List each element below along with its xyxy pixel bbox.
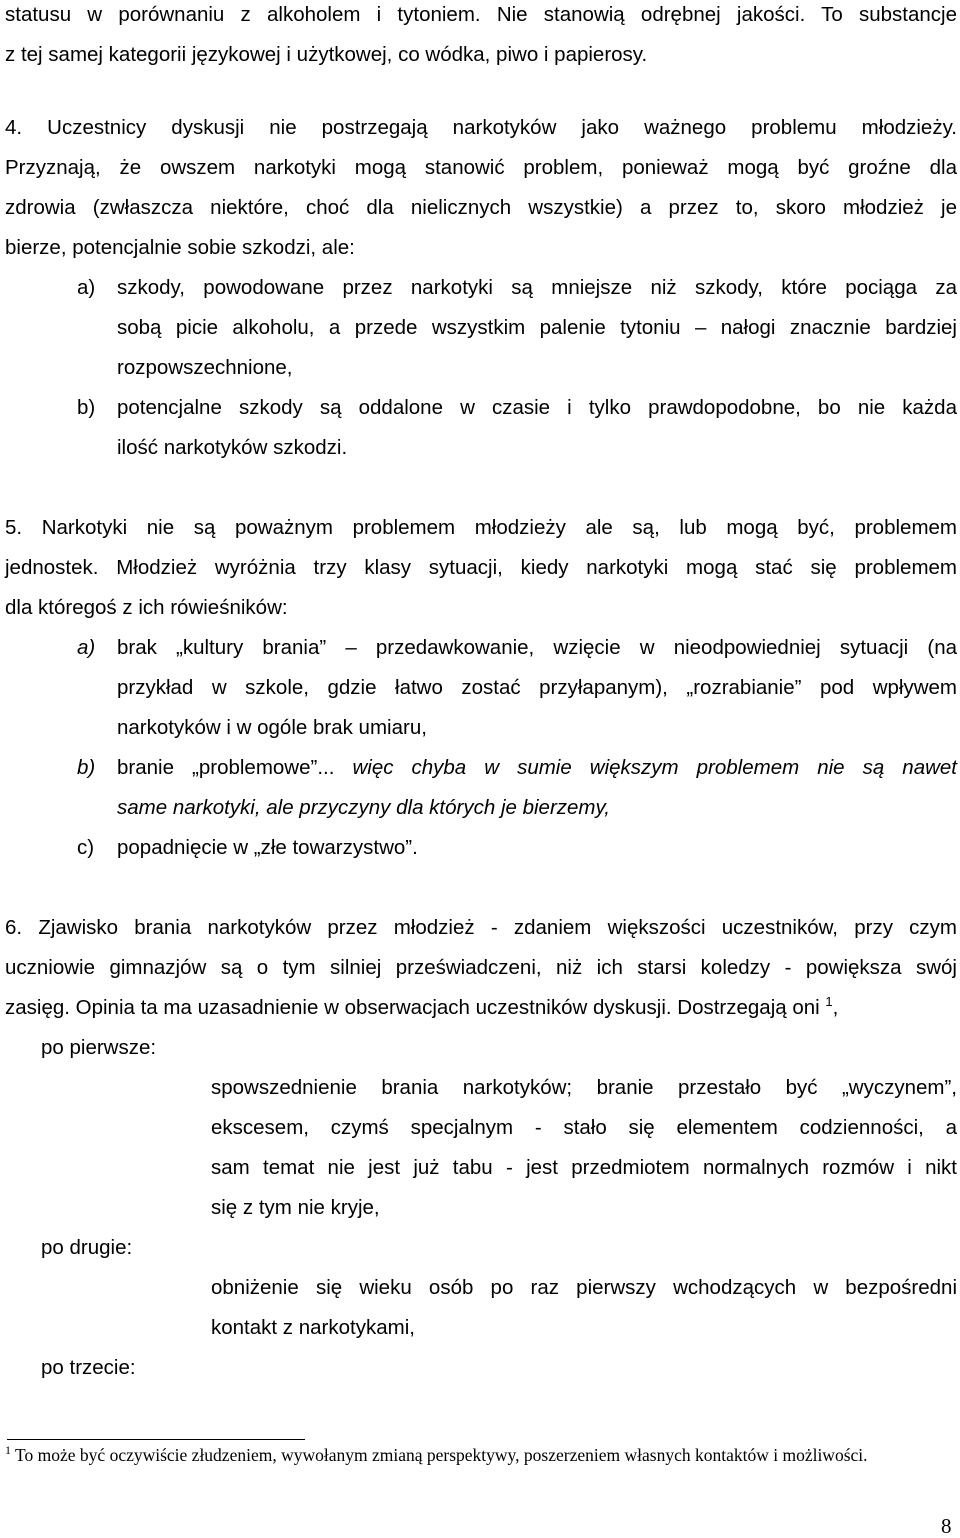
list-item-line: ilość narkotyków szkodzi.: [117, 436, 348, 459]
enumeration-label: po pierwsze:: [41, 1036, 157, 1059]
footnote-separator: [7, 1439, 305, 1440]
body-line: 6. Zjawisko brania narkotyków przez młodzież - zdaniem większości uczestników, przy czym: [5, 916, 957, 939]
body-line: [5, 994, 839, 1019]
list-item-line: przykład w szkole, gdzie łatwo zostać przyłapanym), „rozrabianie” pod wpływem: [117, 676, 957, 699]
list-marker: b): [77, 756, 96, 779]
enumeration-line: się z tym nie kryje,: [211, 1196, 380, 1219]
body-line: zdrowia (zwłaszcza niektóre, choć dla nielicznych wszystkie) a przez to, skoro młodzież je: [5, 196, 957, 219]
body-line: statusu w porównaniu z alkoholem i tytoniem. Nie stanowią odrębnej jakości. To substancje: [5, 3, 957, 26]
body-line: jednostek. Młodzież wyróżnia trzy klasy sytuacji, kiedy narkotyki mogą stać się problemem: [5, 556, 957, 579]
list-item-line: same narkotyki, ale przyczyny dla których je bierzemy,: [117, 796, 610, 819]
enumeration-line: kontakt z narkotykami,: [211, 1316, 415, 1339]
list-marker: a): [77, 276, 96, 299]
enumeration-line: sam temat nie jest już tabu - jest przedmiotem normalnych rozmów i nikt: [211, 1156, 957, 1179]
enumeration-label: po drugie:: [41, 1236, 133, 1259]
body-text: ,: [832, 996, 839, 1019]
body-line: bierze, potencjalnie sobie szkodzi, ale:: [5, 236, 355, 259]
enumeration-line: spowszednienie brania narkotyków; branie przestało być „wyczynem”,: [211, 1076, 957, 1099]
page-number: 8: [941, 1514, 952, 1538]
body-line: z tej samej kategorii językowej i użytkowej, co wódka, piwo i papierosy.: [5, 43, 648, 66]
body-text: zasięg. Opinia ta ma uzasadnienie w obserwacjach uczestników dyskusji. Dostrzegają oni: [5, 996, 820, 1019]
body-line: 4. Uczestnicy dyskusji nie postrzegają narkotyków jako ważnego problemu młodzieży.: [5, 116, 957, 139]
enumeration-line: obniżenie się wieku osób po raz pierwszy wchodzących w bezpośredni: [211, 1276, 957, 1299]
body-line: 5. Narkotyki nie są poważnym problemem młodzieży ale są, lub mogą być, problemem: [5, 516, 957, 539]
footnote-marker: 1: [5, 1443, 11, 1458]
list-item-line: brak „kultury brania” – przedawkowanie, wzięcie w nieodpowiedniej sytuacji (na: [117, 636, 957, 659]
list-item-line: potencjalne szkody są oddalone w czasie i tylko prawdopodobne, bo nie każda: [117, 396, 957, 419]
list-item-line: [117, 758, 957, 779]
list-item-line: popadnięcie w „złe towarzystwo”.: [117, 836, 418, 859]
footnote-reference: 1: [825, 994, 833, 1010]
list-item-italic-text: więc chyba w sumie większym problemem nie są nawet: [334, 756, 957, 779]
list-marker: a): [77, 636, 96, 659]
list-item-line: szkody, powodowane przez narkotyki są mniejsze niż szkody, które pociąga za: [117, 276, 957, 299]
enumeration-line: ekscesem, czymś specjalnym - stało się elementem codzienności, a: [211, 1116, 957, 1139]
body-line: Przyznają, że owszem narkotyki mogą stanowić problem, ponieważ mogą być groźne dla: [5, 156, 957, 179]
list-item-line: rozpowszechnione,: [117, 356, 293, 379]
list-item-text: branie „problemowe”...: [117, 756, 335, 779]
list-item-line: narkotyków i w ogóle brak umiaru,: [117, 716, 427, 739]
footnote: [5, 1443, 868, 1465]
footnote-text: To może być oczywiście złudzeniem, wywołanym zmianą perspektywy, poszerzeniem własnych kontaktów i możliwości.: [11, 1445, 868, 1465]
list-marker: c): [77, 836, 95, 859]
list-marker: b): [77, 396, 96, 419]
body-line: dla któregoś z ich rówieśników:: [5, 596, 288, 619]
body-line: uczniowie gimnazjów są o tym silniej przeświadczeni, niż ich starsi koledzy - powiększa swój: [5, 956, 957, 979]
list-item-line: sobą picie alkoholu, a przede wszystkim palenie tytoniu – nałogi znacznie bardziej: [117, 316, 957, 339]
enumeration-label: po trzecie:: [41, 1356, 136, 1379]
